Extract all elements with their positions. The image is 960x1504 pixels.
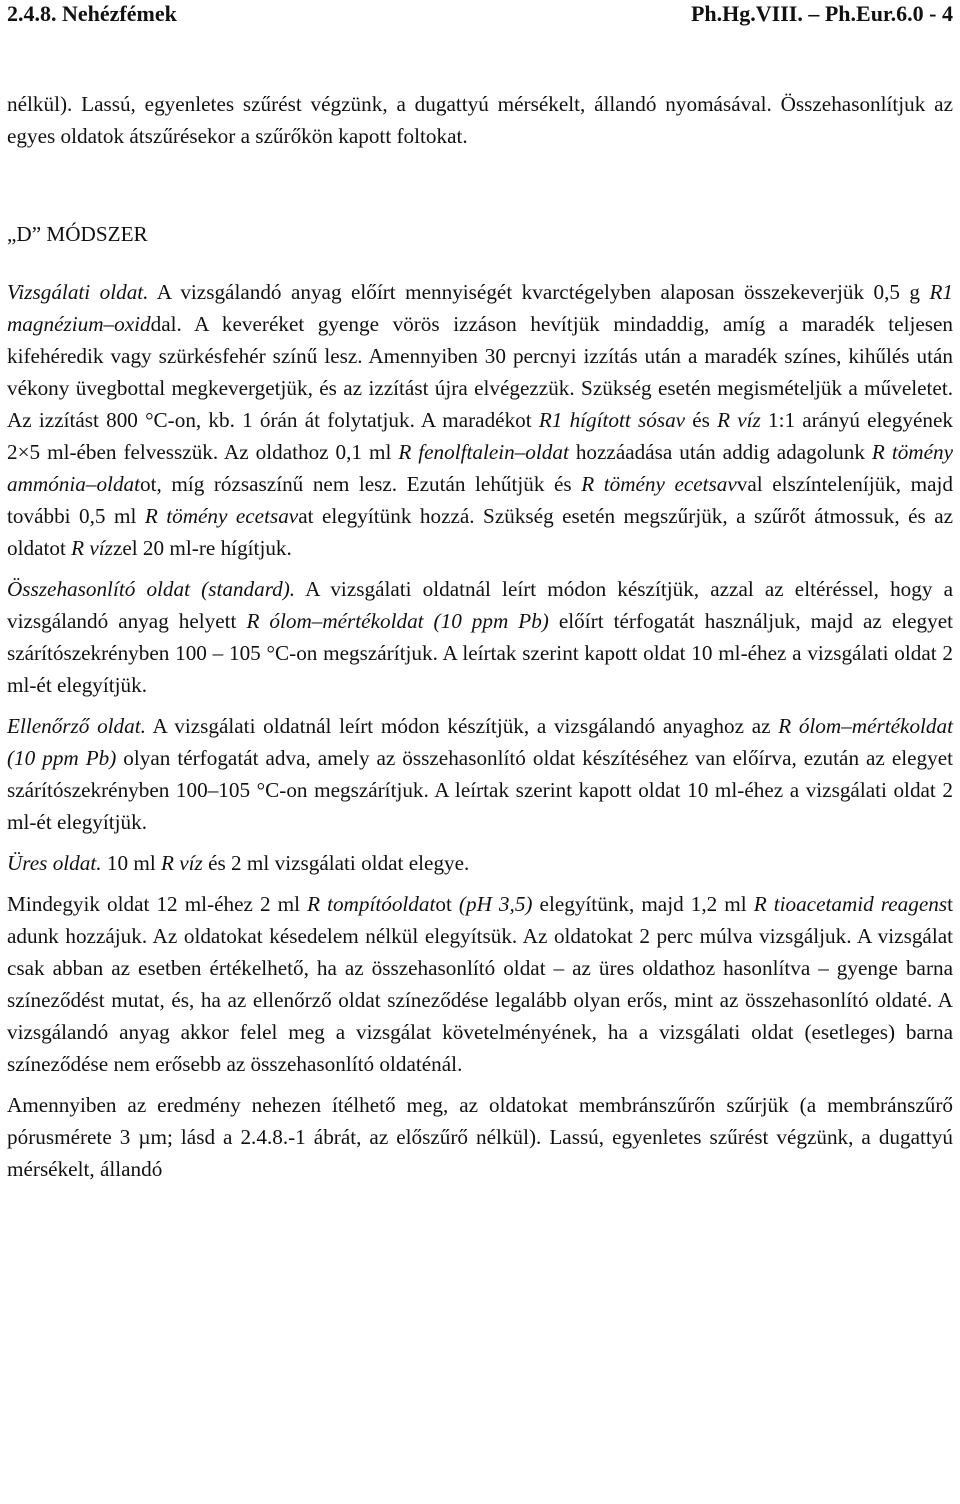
paragraph-procedure: Mindegyik oldat 12 ml-éhez 2 ml R tompítóoldatot (pH 3,5) elegyítünk, majd 1,2 ml R tioacetamid reagenst adunk hozzájuk. Az oldatokat késedelem nélkül elegyítsük. Az oldatokat 2 perc múlva vizsgáljuk. A vizsgálat csak abban az esetben értékelhető, ha az összehasonlító oldat – az üres oldathoz hasonlítva – gyenge barna színeződést mutat, és, ha az ellenőrző oldat színeződése legalább olyan erős, mint az összehasonlító oldaté. A vizsgálandó anyag akkor felel meg a vizsgálat követelményének, ha a vizsgálati oldat (esetleges) barna színeződése nem erősebb az összehasonlító oldaténál.: [7, 892, 953, 1076]
paragraph-standard-solution: Összehasonlító oldat (standard). A vizsgálati oldatnál leírt módon készítjük, azzal az eltéréssel, hogy a vizsgálandó anyag helyett R ólom–mértékoldat (10 ppm Pb) előírt térfogatát használjuk, majd az elegyet szárítószekrényben 100 – 105 °C-on megszárítjuk. A leírtak szerint kapott oldat 10 ml-éhez a vizsgálati oldat 2 ml-ét elegyítjük.: [7, 577, 953, 697]
control-solution-label: Ellenőrző oldat.: [7, 714, 146, 738]
paragraph-blank-solution: Üres oldat. 10 ml R víz és 2 ml vizsgálati oldat elegye.: [7, 851, 470, 875]
paragraph-test-solution: Vizsgálati oldat. A vizsgálandó anyag előírt mennyiségét kvarctégelyben alaposan összekeverjük 0,5 g R1 magnézium–oxiddal. A keveréket gyenge vörös izzáson hevítjük mindaddig, amíg a maradék teljesen kifehéredik vagy szürkésfehér színű lesz. Amennyiben 30 percnyi izzítás után a maradék színes, kihűlés után vékony üvegbottal megkevergetjük, és az izzítást újra elvégezzük. Szükség esetén megismételjük a műveletet. Az izzítást 800 °C-on, kb. 1 órán át folytatjuk. A maradékot R1 hígított sósav és R víz 1:1 arányú elegyének 2×5 ml-ében felvesszük. Az oldathoz 0,1 ml R fenolftalein–oldat hozzáadása után addig adagolunk R tömény ammónia–oldatot, míg rózsaszínű nem lesz. Ezután lehűtjük és R tömény ecetsavval elszínteleníjük, majd további 0,5 ml R tömény ecetsavat elegyítünk hozzá. Szükség esetén megszűrjük, a szűrőt átmossuk, és az oldatot R vízzel 20 ml-re hígítjuk.: [7, 280, 954, 560]
section-title: 2.4.8. Nehézfémek: [7, 1, 177, 26]
test-solution-label: Vizsgálati oldat.: [7, 280, 149, 304]
blank-solution-label: Üres oldat.: [7, 851, 102, 875]
paragraph-continuation: nélkül). Lassú, egyenletes szűrést végzünk, a dugattyú mérsékelt, állandó nyomásával. Összehasonlítjuk az egyes oldatok átszűrésekor a szűrőkön kapott foltokat.: [7, 92, 953, 148]
page-header: [7, 0, 953, 30]
paragraph-control-solution: Ellenőrző oldat. A vizsgálati oldatnál leírt módon készítjük, a vizsgálandó anyaghoz az R ólom–mértékoldat (10 ppm Pb) olyan térfogatát adva, amely az összehasonlító oldat készítéséhez van előírva, ezután az elegyet szárítószekrényben 100–105 °C-on megszárítjuk. A leírtak szerint kapott oldat 10 ml-éhez a vizsgálati oldat 2 ml-ét elegyítjük.: [7, 714, 953, 834]
method-heading: „D” MÓDSZER: [7, 222, 148, 246]
pharmacopoeia-reference: Ph.Hg.VIII. – Ph.Eur.6.0 - 4: [690, 1, 953, 26]
paragraph-membrane-filter: Amennyiben az eredmény nehezen ítélhető meg, az oldatokat membránszűrőn szűrjük (a membránszűrő pórusmérete 3 µm; lásd a 2.4.8.-1 ábrát, az előszűrő nélkül). Lassú, egyenletes szűrést végzünk, a dugattyú mérsékelt, állandó: [7, 1093, 953, 1181]
standard-solution-label: Összehasonlító oldat (standard).: [7, 577, 296, 601]
